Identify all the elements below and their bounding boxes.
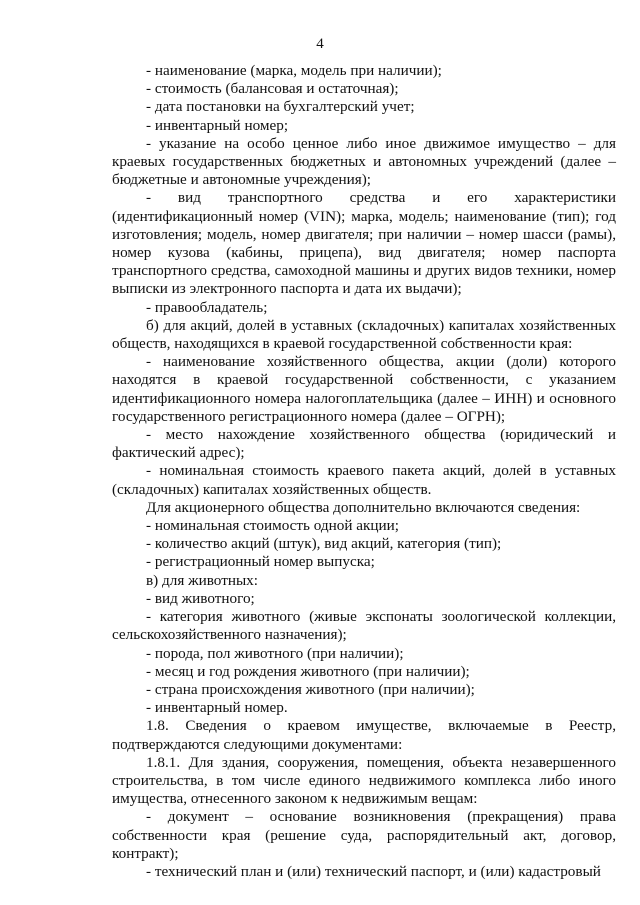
- paragraph: - стоимость (балансовая и остаточная);: [146, 80, 399, 98]
- paragraph: - номинальная стоимость краевого пакета акций, долей в уставных (складочных) капиталах хозяйственных обществ.: [112, 462, 616, 498]
- paragraph: - дата постановки на бухгалтерский учет;: [146, 98, 415, 116]
- paragraph: - наименование хозяйственного общества, акции (доли) которого находятся в краевой государственной собственности, с указанием идентификационного номера налогоплательщика (далее – ИНН) и основного государственного регистрационного номера (далее – ОГРН);: [112, 353, 616, 425]
- paragraph: - инвентарный номер.: [146, 699, 288, 717]
- paragraph: - инвентарный номер;: [146, 116, 289, 134]
- paragraph: б) для акций, долей в уставных (складочных) капиталах хозяйственных обществ, находящихся в краевой государственной собственности края:: [112, 316, 616, 353]
- paragraph: - количество акций (штук), вид акций, категория (тип);: [146, 535, 502, 553]
- paragraph: Для акционерного общества дополнительно включаются сведения:: [146, 498, 581, 516]
- paragraph: в) для животных:: [146, 571, 258, 589]
- paragraph: - категория животного (живые экспонаты зоологической коллекции, сельскохозяйственного назначения);: [112, 608, 616, 644]
- paragraph: 1.8. Сведения о краевом имуществе, включаемые в Реестр, подтверждаются следующими документами:: [112, 717, 616, 753]
- paragraph: - указание на особо ценное либо иное движимое имущество – для краевых государственных бюджетных и автономных учреждений (далее – бюджетные и автономные учреждения);: [112, 134, 616, 189]
- paragraph: 1.8.1. Для здания, сооружения, помещения, объекта незавершенного строительства, в том числе единого недвижимого комплекса либо иного имущества, отнесенного законом к недвижимым вещам:: [112, 753, 616, 808]
- paragraph: - вид животного;: [146, 589, 255, 607]
- document-body: [112, 62, 616, 881]
- paragraph: - регистрационный номер выпуска;: [146, 553, 375, 571]
- paragraph: - номинальная стоимость одной акции;: [146, 517, 400, 535]
- page-number: 4: [316, 36, 324, 52]
- paragraph: - порода, пол животного (при наличии);: [146, 644, 404, 662]
- paragraph: - технический план и (или) технический паспорт, и (или) кадастровый: [146, 862, 601, 880]
- paragraph: - документ – основание возникновения (прекращения) права собственности края (решение суда, распорядительный акт, договор, контракт);: [112, 808, 616, 862]
- paragraph: - месяц и год рождения животного (при наличии);: [146, 662, 470, 680]
- paragraph: - правообладатель;: [146, 298, 268, 316]
- paragraph: - вид транспортного средства и его характеристики (идентификационный номер (VIN); марка, модель; наименование (тип); год изготовления; модель, номер двигателя; при наличии – номер шасси (рамы), номер кузова (кабины, прицепа), вид двигателя; номер паспорта транспортного средства, самоходной машины и других видов техники, номер выписки из электронного паспорта и дата их выдачи);: [112, 189, 616, 298]
- paragraph: - наименование (марка, модель при наличии);: [146, 62, 442, 79]
- paragraph: - страна происхождения животного (при наличии);: [146, 680, 475, 698]
- paragraph: - место нахождение хозяйственного общества (юридический и фактический адрес);: [112, 426, 616, 462]
